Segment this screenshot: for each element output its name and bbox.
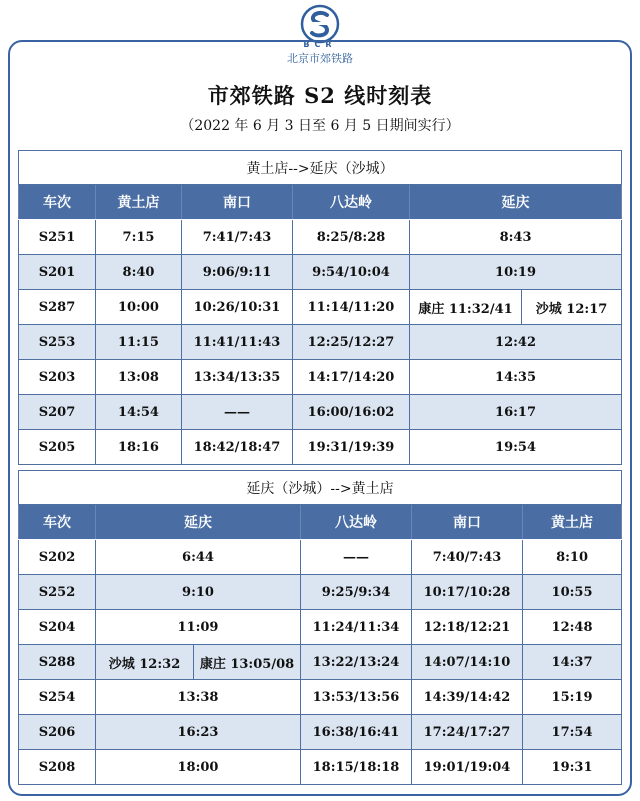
time-cell: 11:24/11:34 (301, 610, 412, 645)
time-cell: 14:39/14:42 (412, 680, 523, 715)
time-cell: 13:38 (96, 680, 301, 715)
time-cell: 沙城 12:17 (522, 290, 622, 325)
time-cell: 8:43 (410, 220, 622, 255)
inbound-timetable (18, 470, 622, 785)
table-row (19, 360, 622, 395)
page-title: 市郊铁路 S2 线时刻表 (207, 83, 433, 108)
time-cell: 14:54 (96, 395, 182, 430)
direction-label: 黄土店-->延庆（沙城） (19, 151, 622, 185)
time-cell: 10:00 (96, 290, 182, 325)
time-cell: 18:42/18:47 (182, 430, 293, 465)
time-cell: 沙城 12:32 (96, 645, 194, 680)
table-header-row (19, 505, 622, 540)
bcr-logo-icon (300, 4, 340, 44)
table-row (19, 610, 622, 645)
table-row (19, 645, 622, 680)
table-row (19, 715, 622, 750)
train-number-cell: S251 (19, 220, 96, 255)
column-header: 八达岭 (301, 505, 412, 540)
time-cell: 18:00 (96, 750, 301, 785)
train-number-cell: S206 (19, 715, 96, 750)
column-header: 车次 (19, 185, 96, 220)
time-cell: 13:34/13:35 (182, 360, 293, 395)
time-cell: 14:07/14:10 (412, 645, 523, 680)
time-cell: 19:01/19:04 (412, 750, 523, 785)
time-cell: 8:10 (523, 540, 622, 575)
train-number-cell: S208 (19, 750, 96, 785)
time-cell: —— (301, 540, 412, 575)
train-number-cell: S203 (19, 360, 96, 395)
time-cell: 16:00/16:02 (293, 395, 410, 430)
page-subtitle: （2022 年 6 月 3 日至 6 月 5 日期间实行） (180, 118, 460, 134)
time-cell: 7:41/7:43 (182, 220, 293, 255)
time-cell: 7:40/7:43 (412, 540, 523, 575)
time-cell: 10:19 (410, 255, 622, 290)
time-cell: 12:48 (523, 610, 622, 645)
time-cell: 16:38/16:41 (301, 715, 412, 750)
time-cell: 11:15 (96, 325, 182, 360)
table-row (19, 430, 622, 465)
time-cell: 11:41/11:43 (182, 325, 293, 360)
time-cell: 10:55 (523, 575, 622, 610)
table-row (19, 540, 622, 575)
time-cell: 17:24/17:27 (412, 715, 523, 750)
time-cell: 18:15/18:18 (301, 750, 412, 785)
train-number-cell: S252 (19, 575, 96, 610)
time-cell: 13:08 (96, 360, 182, 395)
table-row (19, 395, 622, 430)
table-row (19, 680, 622, 715)
time-cell: 14:17/14:20 (293, 360, 410, 395)
time-cell: 9:06/9:11 (182, 255, 293, 290)
train-number-cell: S207 (19, 395, 96, 430)
table-row (19, 325, 622, 360)
time-cell: 12:25/12:27 (293, 325, 410, 360)
table-row (19, 575, 622, 610)
time-cell: 19:31/19:39 (293, 430, 410, 465)
time-cell: 16:23 (96, 715, 301, 750)
table-row (19, 290, 622, 325)
time-cell: 6:44 (96, 540, 301, 575)
train-number-cell: S288 (19, 645, 96, 680)
train-number-cell: S287 (19, 290, 96, 325)
table-row (19, 220, 622, 255)
time-cell: 康庄 13:05/08 (194, 645, 301, 680)
logo-name: 北京市郊铁路 (287, 52, 353, 65)
time-cell: 12:42 (410, 325, 622, 360)
column-header: 延庆 (410, 185, 622, 220)
column-header: 八达岭 (293, 185, 410, 220)
time-cell: 康庄 11:32/41 (410, 290, 522, 325)
time-cell: 15:19 (523, 680, 622, 715)
train-number-cell: S253 (19, 325, 96, 360)
time-cell: 19:31 (523, 750, 622, 785)
column-header: 延庆 (96, 505, 301, 540)
time-cell: 14:35 (410, 360, 622, 395)
table-row (19, 750, 622, 785)
time-cell: 8:25/8:28 (293, 220, 410, 255)
time-cell: 14:37 (523, 645, 622, 680)
direction-label: 延庆（沙城）-->黄土店 (19, 471, 622, 505)
time-cell: 17:54 (523, 715, 622, 750)
time-cell: 9:54/10:04 (293, 255, 410, 290)
time-cell: 9:10 (96, 575, 301, 610)
time-cell: 13:53/13:56 (301, 680, 412, 715)
time-cell: 12:18/12:21 (412, 610, 523, 645)
outbound-direction-row (19, 151, 622, 185)
time-cell: 10:17/10:28 (412, 575, 523, 610)
column-header: 南口 (182, 185, 293, 220)
train-number-cell: S254 (19, 680, 96, 715)
inbound-direction-row (19, 471, 622, 505)
time-cell: 7:15 (96, 220, 182, 255)
time-cell: 9:25/9:34 (301, 575, 412, 610)
train-number-cell: S202 (19, 540, 96, 575)
column-header: 黄土店 (96, 185, 182, 220)
time-cell: 8:40 (96, 255, 182, 290)
time-cell: 19:54 (410, 430, 622, 465)
logo-abbr: BCR (303, 40, 337, 49)
time-cell: 11:14/11:20 (293, 290, 410, 325)
time-cell: 11:09 (96, 610, 301, 645)
train-number-cell: S201 (19, 255, 96, 290)
outbound-timetable (18, 150, 622, 465)
train-number-cell: S204 (19, 610, 96, 645)
time-cell: 18:16 (96, 430, 182, 465)
column-header: 黄土店 (523, 505, 622, 540)
time-cell: —— (182, 395, 293, 430)
column-header: 南口 (412, 505, 523, 540)
table-row (19, 255, 622, 290)
time-cell: 16:17 (410, 395, 622, 430)
table-header-row (19, 185, 622, 220)
column-header: 车次 (19, 505, 96, 540)
time-cell: 13:22/13:24 (301, 645, 412, 680)
time-cell: 10:26/10:31 (182, 290, 293, 325)
train-number-cell: S205 (19, 430, 96, 465)
